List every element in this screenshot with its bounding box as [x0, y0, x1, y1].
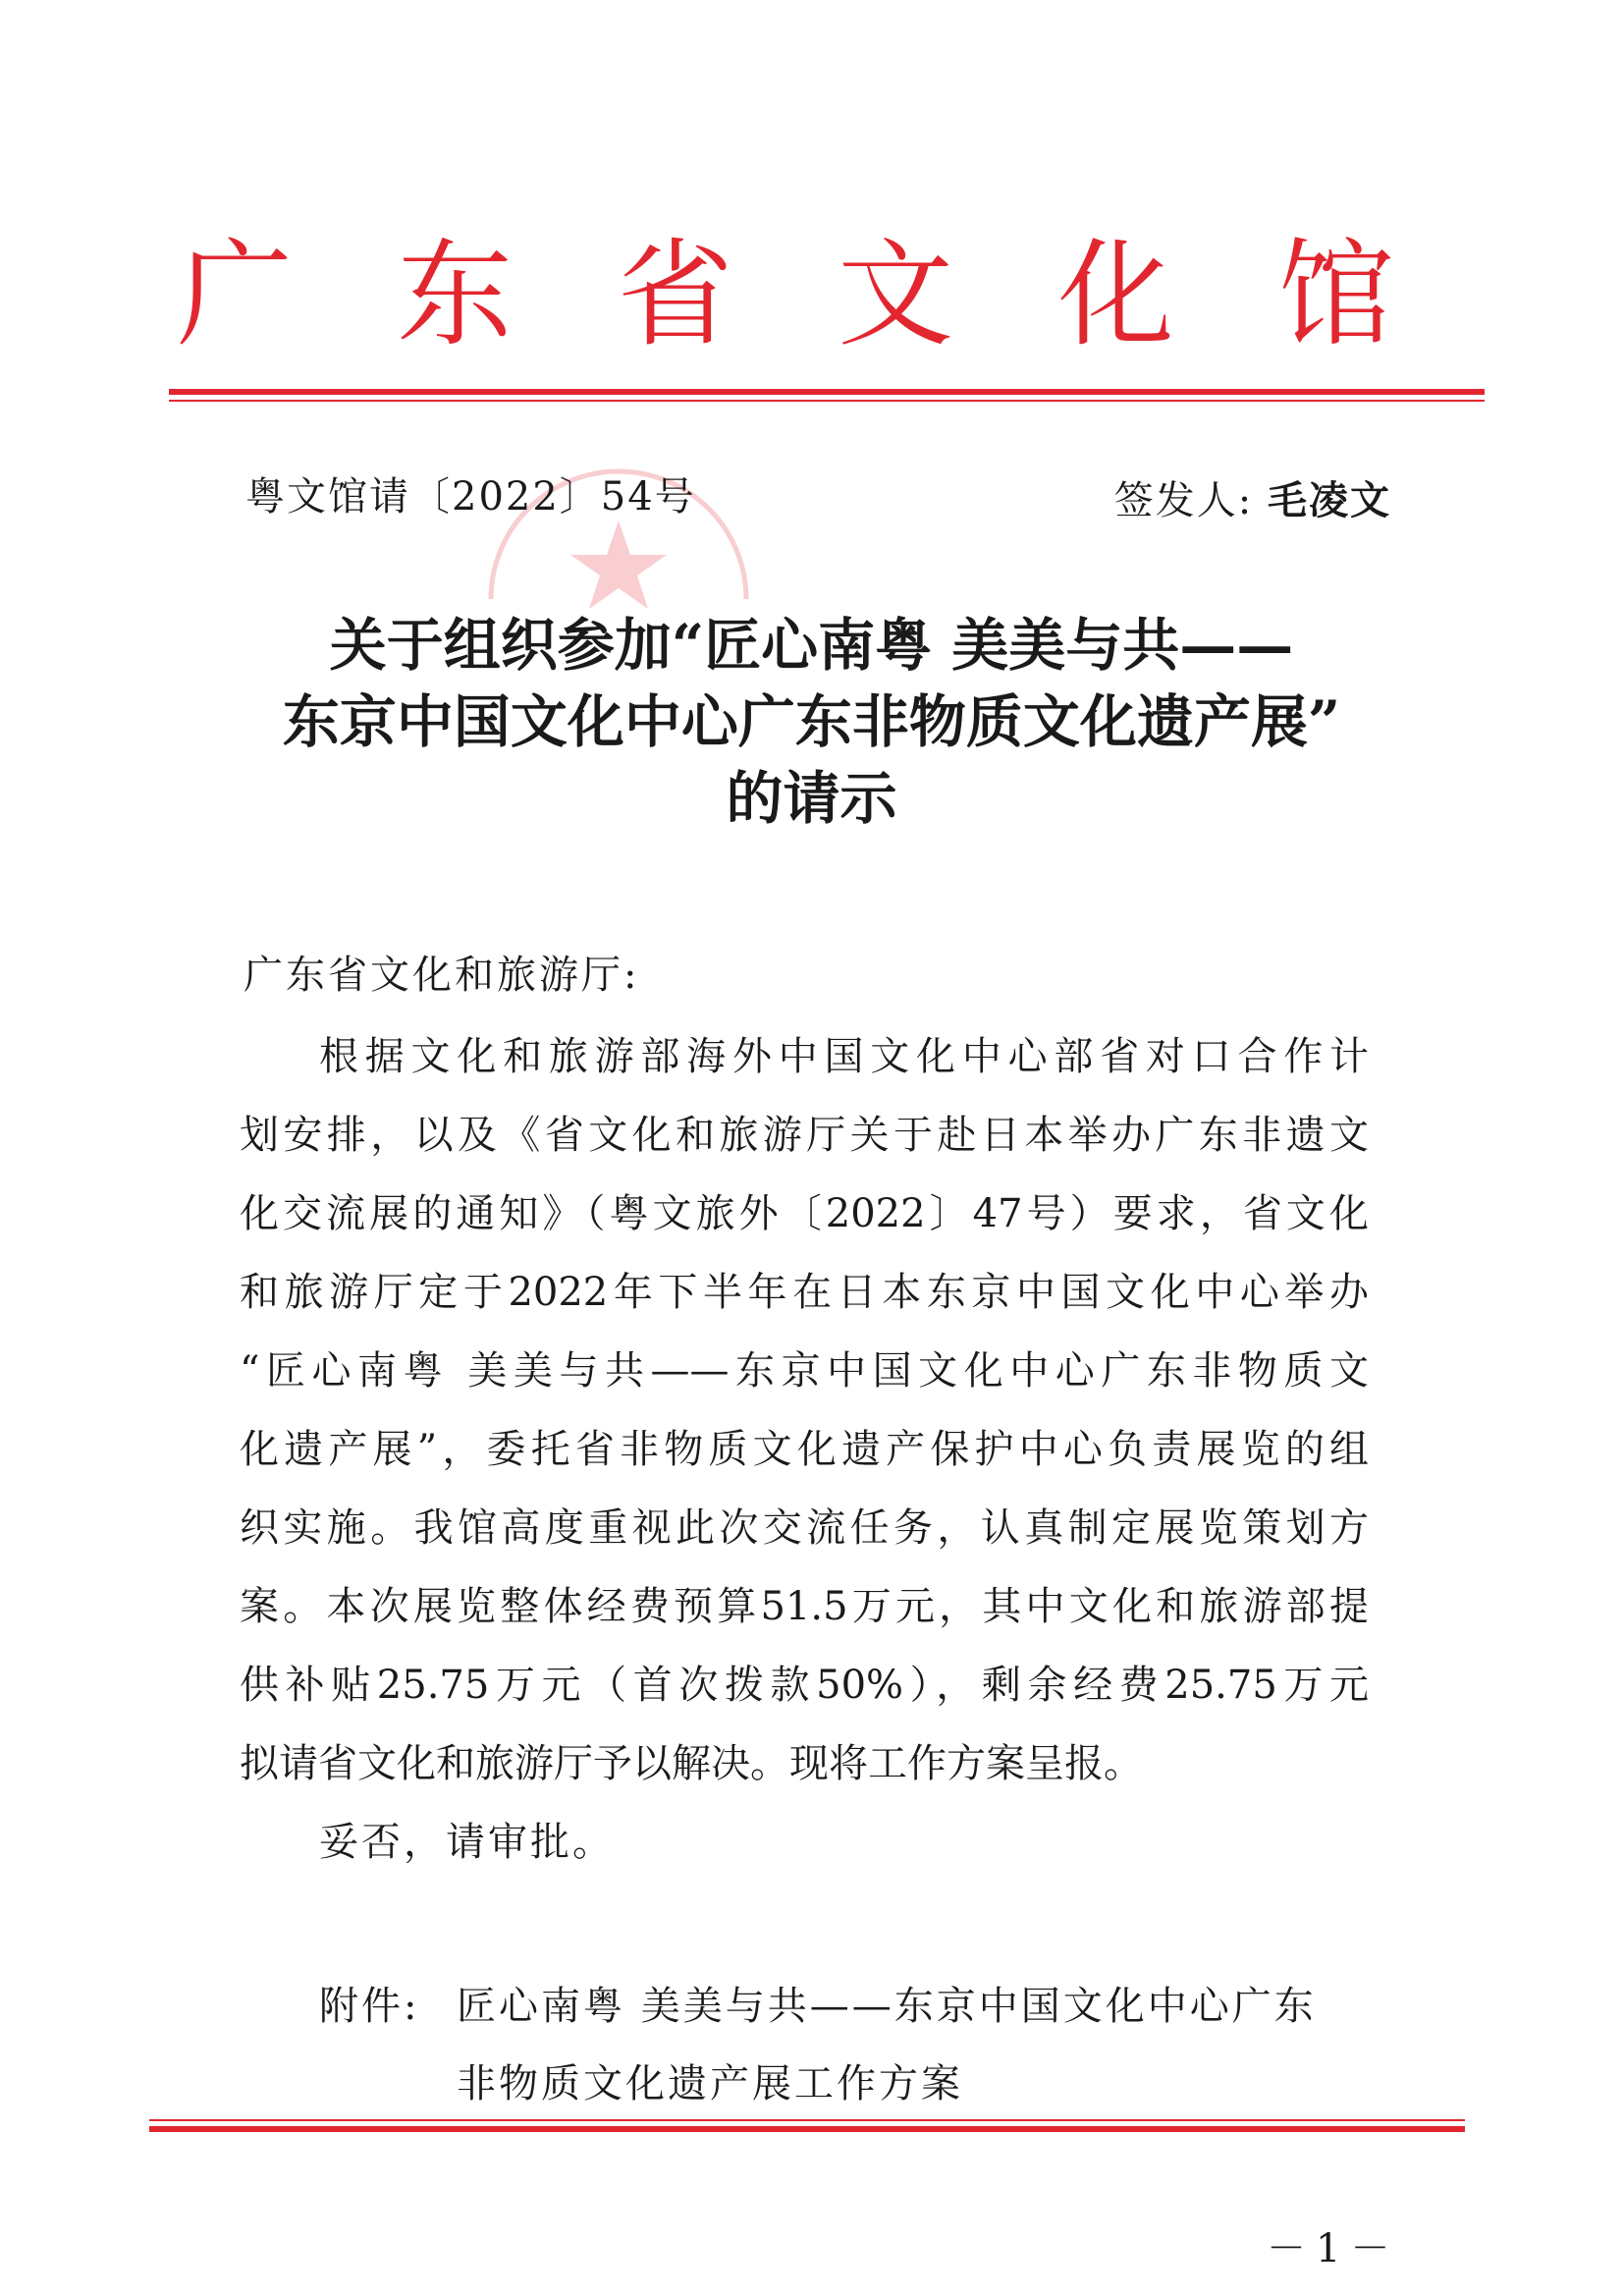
body-line: 划安排，以及《省文化和旅游厅关于赴日本举办广东非遗文	[240, 1113, 1369, 1158]
body-line: 案。本次展览整体经费预算51.5万元，其中文化和旅游部提	[240, 1584, 1369, 1629]
title-line: 的请示	[726, 765, 897, 832]
body-line: 化遗产展”，委托省非物质文化遗产保护中心负责展览的组	[240, 1427, 1369, 1472]
title-line: 关于组织参加“匠心南粤 美美与共——	[329, 612, 1294, 679]
footer-rule-thick	[149, 2126, 1465, 2132]
body-line: 和旅游厅定于2022年下半年在日本东京中国文化中心举办	[240, 1270, 1369, 1315]
signer-name: 毛凌文	[1268, 477, 1391, 523]
body-line: 化交流展的通知》（粤文旅外〔2022〕47号）要求，省文化	[240, 1191, 1369, 1236]
header-rule-thick	[169, 389, 1485, 395]
header-rule-thin	[169, 400, 1485, 402]
signer	[1114, 473, 1391, 528]
document-title	[196, 607, 1427, 837]
masthead	[177, 221, 1394, 368]
body-line: 供补贴25.75万元（首次拨款50%），剩余经费25.75万元	[240, 1663, 1369, 1708]
masthead-char: 广	[177, 227, 294, 362]
masthead-char: 省	[617, 227, 733, 362]
masthead-char: 文	[838, 227, 954, 362]
signer-label: 签发人:	[1113, 478, 1254, 523]
footer-rule-thin	[149, 2119, 1465, 2121]
document-number: 粤文馆请〔2022〕54号	[245, 474, 696, 519]
title-line: 东京中国文化中心广东非物质文化遗产展”	[282, 688, 1341, 755]
attachment-title-cont: 非物质文化遗产展工作方案	[457, 2061, 963, 2106]
body-line: 根据文化和旅游部海外中国文化中心部省对口合作计	[319, 1034, 1369, 1079]
attachment-title: 匠心南粤 美美与共——东京中国文化中心广东	[457, 1984, 1317, 2029]
salutation: 广东省文化和旅游厅:	[243, 953, 640, 998]
body-line: 织实施。我馆高度重视此次交流任务，认真制定展览策划方	[240, 1505, 1369, 1551]
closing-line: 妥否，请审批。	[319, 1820, 615, 1865]
attachment	[319, 1979, 1317, 2034]
body-line: “匠心南粤 美美与共——东京中国文化中心广东非物质文	[240, 1348, 1369, 1394]
masthead-char: 馆	[1277, 227, 1394, 362]
masthead-char: 化	[1057, 227, 1174, 362]
body-line: 拟请省文化和旅游厅予以解决。现将工作方案呈报。	[240, 1741, 1143, 1786]
page-number: －1－	[1267, 2226, 1400, 2271]
attachment-label: 附件:	[319, 1984, 420, 2029]
masthead-char: 东	[397, 227, 514, 362]
